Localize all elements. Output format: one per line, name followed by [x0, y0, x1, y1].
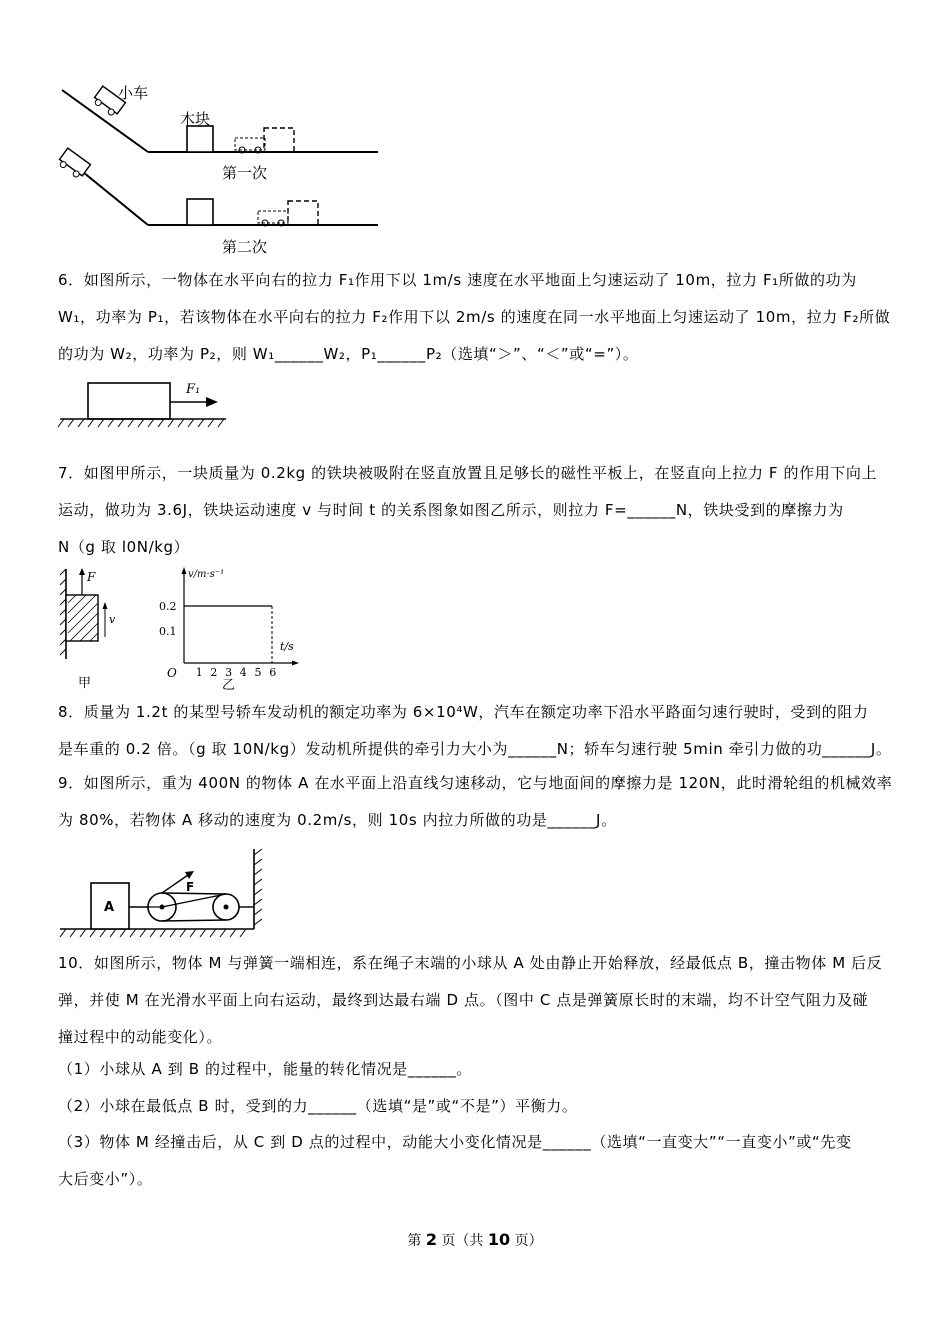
x-tick-label: 2 — [210, 666, 218, 679]
label-first: 第一次 — [222, 164, 268, 182]
x-tick-label: 5 — [254, 666, 262, 679]
footer-mid: 页（共 — [441, 1233, 484, 1249]
footer-prefix: 第 — [407, 1233, 422, 1249]
q10-line-1: 10．如图所示，物体 M 与弹簧一端相连，系在绳子末端的小球从 A 处由静止开始释放，经最低点 B，撞击物体 M 后反 — [58, 954, 883, 972]
caption-yi: 乙 — [222, 678, 236, 693]
y-tick-label: 0.2 — [159, 600, 177, 613]
label-cart: 小车 — [118, 84, 149, 102]
q8-line-2: 是车重的 0.2 倍。（g 取 10N/kg）发动机所提供的牵引力大小为______N；轿车匀速行驶 5min 牵引力做的功______J。 — [58, 740, 892, 758]
figure-jia — [58, 567, 118, 692]
question-9 — [58, 765, 894, 839]
q6-line-1: 6．如图所示，一物体在水平向右的拉力 F₁作用下以 1m/s 速度在水平地面上匀速运动了 10m，拉力 F₁所做的功为 — [58, 271, 857, 289]
footer-page-number: 2 — [425, 1230, 437, 1249]
q10-sub-1: （1）小球从 A 到 B 的过程中，能量的转化情况是______。 — [58, 1060, 472, 1078]
question-10 — [58, 945, 894, 1056]
q10-sub-2: （2）小球在最低点 B 时，受到的力______（选填“是”或“不是”）平衡力。 — [58, 1097, 578, 1115]
figure-yi — [155, 565, 305, 695]
q6-line-3: 的功为 W₂，功率为 P₂，则 W₁______W₂，P₁______P₂（选填“＞”、“＜”或“=”）。 — [58, 345, 639, 363]
label-f1: F₁ — [186, 382, 201, 397]
q7-line-1: 7．如图甲所示，一块质量为 0.2kg 的铁块被吸附在竖直放置且足够长的磁性平板上，在竖直向上拉力 F 的作用下向上 — [58, 464, 878, 482]
page-footer — [0, 1230, 950, 1250]
label-second: 第二次 — [222, 238, 268, 256]
q6-line-2: W₁，功率为 P₁，若该物体在水平向右的拉力 F₂作用下以 2m/s 的速度在同一水平地面上匀速运动了 10m，拉力 F₂所做 — [58, 308, 891, 326]
label-v: v — [109, 613, 116, 626]
footer-suffix: 页） — [514, 1233, 543, 1249]
footer-total-pages: 10 — [487, 1230, 511, 1249]
x-axis-label: t/s — [280, 640, 294, 653]
q10-sub-3 — [58, 1124, 894, 1198]
question-7 — [58, 455, 894, 566]
question-6 — [58, 262, 894, 373]
pull-force-figure — [58, 375, 228, 430]
x-tick-label: 4 — [239, 666, 247, 679]
q7-line-3: N（g 取 l0N/kg） — [58, 538, 190, 556]
caption-jia: 甲 — [78, 676, 92, 691]
x-tick-label: 3 — [225, 666, 233, 679]
label-F-pulley: F — [186, 880, 195, 894]
origin-label: O — [167, 666, 177, 680]
q10-line-3: 撞过程中的动能变化）。 — [58, 1028, 223, 1046]
cart-block-figure — [50, 80, 390, 260]
x-tick-label: 6 — [269, 666, 277, 679]
pulley-figure — [58, 845, 268, 940]
label-F: F — [87, 570, 96, 584]
y-axis-label: v/m·s⁻¹ — [188, 569, 225, 580]
q8-line-1: 8．质量为 1.2t 的某型号轿车发动机的额定功率为 6×10⁴W，汽车在额定功率下沿水平路面匀速行驶时，受到的阻力 — [58, 703, 869, 721]
q10-line-2: 弹，并使 M 在光滑水平面上向右运动，最终到达最右端 D 点。（图中 C 点是弹簧原长时的末端，均不计空气阻力及碰 — [58, 991, 869, 1009]
x-tick-label: 1 — [195, 666, 203, 679]
label-block: 木块 — [180, 110, 211, 128]
question-8 — [58, 694, 894, 768]
y-tick-label: 0.1 — [159, 625, 177, 638]
q9-line-2: 为 80%，若物体 A 移动的速度为 0.2m/s，则 10s 内拉力所做的功是______J。 — [58, 811, 617, 829]
q10-sub-3a: （3）物体 M 经撞击后，从 C 到 D 点的过程中，动能大小变化情况是______（选填“一直变大”“一直变小”或“先变 — [58, 1133, 852, 1151]
q10-sub-3b: 大后变小”）。 — [58, 1170, 153, 1188]
q7-line-2: 运动，做功为 3.6J，铁块运动速度 v 与时间 t 的关系图象如图乙所示，则拉力 F=______N，铁块受到的摩擦力为 — [58, 501, 844, 519]
label-A: A — [104, 900, 115, 915]
q9-line-1: 9．如图所示，重为 400N 的物体 A 在水平面上沿直线匀速移动，它与地面间的摩擦力是 120N，此时滑轮组的机械效率 — [58, 774, 893, 792]
